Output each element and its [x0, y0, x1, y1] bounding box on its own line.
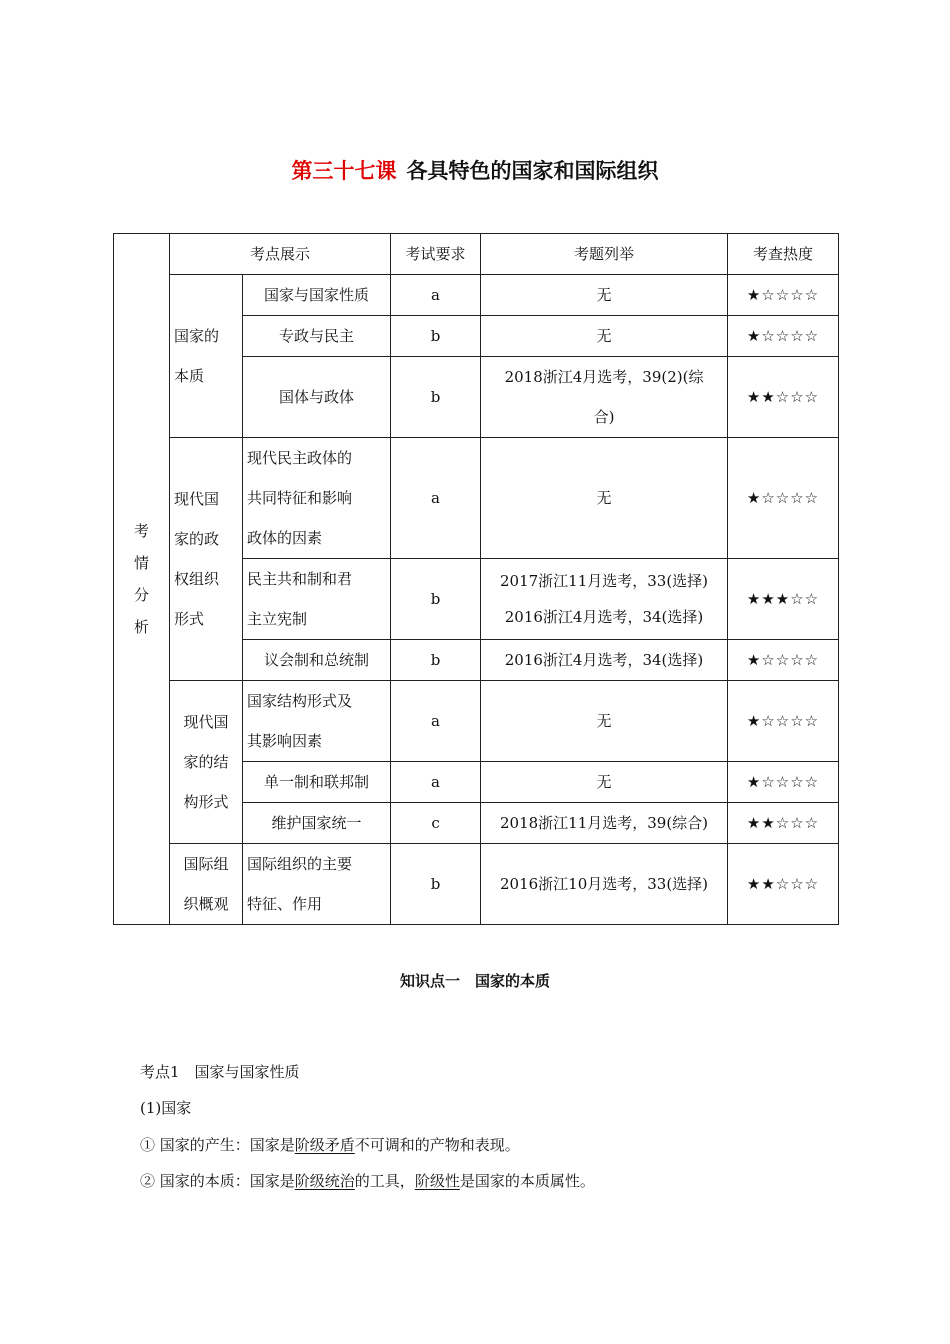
requirement-cell: a — [391, 762, 481, 803]
page-title — [0, 155, 950, 185]
examples-cell: 2018浙江11月选考，39(综合) — [481, 803, 728, 844]
requirement-cell: a — [391, 681, 481, 762]
topic-cell: 民主共和制和君 主立宪制 — [243, 559, 391, 640]
examples-cell: 无 — [481, 681, 728, 762]
requirement-cell: a — [391, 438, 481, 559]
exam-analysis-table — [113, 233, 839, 925]
heat-rating: ★☆☆☆☆ — [728, 438, 839, 559]
topic-cell: 维护国家统一 — [243, 803, 391, 844]
requirement-cell: b — [391, 844, 481, 925]
table-row — [114, 681, 839, 762]
topic-cell: 现代民主政体的 共同特征和影响 政体的因素 — [243, 438, 391, 559]
heat-rating: ★★☆☆☆ — [728, 803, 839, 844]
requirement-cell: b — [391, 316, 481, 357]
lesson-number: 第三十七课 — [291, 159, 397, 183]
header-heat: 考查热度 — [728, 234, 839, 275]
examples-cell: 无 — [481, 762, 728, 803]
requirement-cell: b — [391, 357, 481, 438]
requirement-cell: c — [391, 803, 481, 844]
heat-rating: ★☆☆☆☆ — [728, 762, 839, 803]
heat-rating: ★☆☆☆☆ — [728, 275, 839, 316]
table-row — [114, 844, 839, 925]
heat-rating: ★★☆☆☆ — [728, 844, 839, 925]
lesson-name: 各具特色的国家和国际组织 — [406, 159, 659, 183]
header-requirement: 考试要求 — [391, 234, 481, 275]
paragraph-line: ① 国家的产生：国家是阶级矛盾不可调和的产物和表现。 — [140, 1136, 520, 1154]
group-cell: 国际组 织概观 — [170, 844, 243, 925]
kaodian-heading: 考点1 国家与国家性质 — [140, 1063, 300, 1081]
heat-rating: ★★★☆☆ — [728, 559, 839, 640]
examples-cell: 无 — [481, 438, 728, 559]
table-header-row — [114, 234, 839, 275]
group-cell: 国家的 本质 — [170, 275, 243, 438]
underlined-term: 阶级矛盾 — [294, 1136, 355, 1154]
requirement-cell: b — [391, 559, 481, 640]
examples-cell: 无 — [481, 316, 728, 357]
underlined-term: 阶级性 — [414, 1172, 460, 1190]
table-row — [114, 438, 839, 559]
examples-cell: 2016浙江4月选考，34(选择) — [481, 640, 728, 681]
side-label-cell: 考 情 分 析 — [114, 234, 170, 925]
topic-cell: 单一制和联邦制 — [243, 762, 391, 803]
topic-cell: 国体与政体 — [243, 357, 391, 438]
group-cell: 现代国 家的政 权组织 形式 — [170, 438, 243, 681]
item-heading: (1)国家 — [140, 1099, 192, 1117]
section-heading: 知识点一 国家的本质 — [399, 972, 550, 990]
topic-cell: 国家与国家性质 — [243, 275, 391, 316]
group-cell: 现代国 家的结 构形式 — [170, 681, 243, 844]
requirement-cell: a — [391, 275, 481, 316]
table-row — [114, 275, 839, 316]
examples-cell: 2017浙江11月选考，33(选择) 2016浙江4月选考，34(选择) — [481, 559, 728, 640]
heat-rating: ★☆☆☆☆ — [728, 681, 839, 762]
underlined-term: 阶级统治 — [294, 1172, 355, 1190]
topic-cell: 专政与民主 — [243, 316, 391, 357]
heat-rating: ★★☆☆☆ — [728, 357, 839, 438]
heat-rating: ★☆☆☆☆ — [728, 640, 839, 681]
header-point: 考点展示 — [170, 234, 391, 275]
examples-cell: 无 — [481, 275, 728, 316]
requirement-cell: b — [391, 640, 481, 681]
header-examples: 考题列举 — [481, 234, 728, 275]
examples-cell: 2018浙江4月选考，39(2)(综 合) — [481, 357, 728, 438]
topic-cell: 国际组织的主要 特征、作用 — [243, 844, 391, 925]
paragraph-line: ② 国家的本质：国家是阶级统治的工具，阶级性是国家的本质属性。 — [140, 1172, 595, 1190]
examples-cell: 2016浙江10月选考，33(选择) — [481, 844, 728, 925]
heat-rating: ★☆☆☆☆ — [728, 316, 839, 357]
topic-cell: 议会制和总统制 — [243, 640, 391, 681]
topic-cell: 国家结构形式及 其影响因素 — [243, 681, 391, 762]
